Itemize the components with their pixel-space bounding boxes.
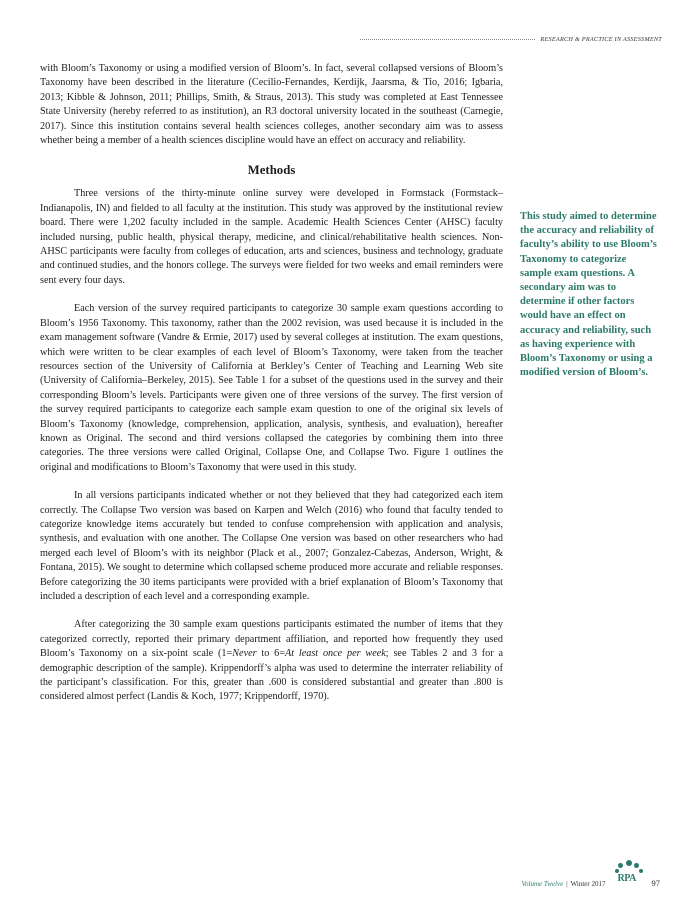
page-footer — [480, 858, 660, 888]
p4-never: Never — [232, 648, 257, 660]
rpa-logo-icon — [614, 860, 644, 888]
logo-text: RPA — [617, 873, 636, 884]
p4-text-c: ; see Tables 2 and 3 for a demographic description of the sample). Krippendorff’s alpha was used to determine the interrater reliability of the participant’s classification. For this, greater than .600 is considered substantial and greater than .800 is considered almost perfect (Landis & Koch, 1977; Krippendorff, 1970). — [40, 648, 503, 703]
p4-week: At least once per week — [285, 648, 386, 660]
p4-text-b: to 6= — [256, 648, 286, 660]
intro-paragraph: with Bloom’s Taxonomy or using a modified version of Bloom’s. In fact, several collapsed versions of Bloom’s Taxonomy have been described in the literature (Cecilio-Fernandes, Kerdijk, Jaarsma, & Tio, 2016; Igbaria, 2013; Kibble & Johnson, 2011; Phillips, Smith, & Straus, 2013). This study was completed at East Tennessee State University (hereby referred to as institution), an R3 doctoral university located in the southeast (Carnegie, 2017). Since this institution contains several health sciences colleges, another secondary aim was to assess whether being a member of a health sciences discipline would have an effect on accuracy and reliability. — [40, 63, 503, 147]
footer-season: Winter 2017 — [570, 880, 606, 888]
methods-paragraph-1: Three versions of the thirty-minute online survey were developed in Formstack (Formstack–Indianapolis, IN) and fielded to all faculty at the institution. This study was approved by the institutional review board. There were 1,202 faculty included in the sample. Academic Health Sciences Center (AHSC) faculty included nursing, public health, physical therapy, medicine, and clinical/rehabilitative health sciences. Non-AHSC participants were faculty from colleges of education, arts and sciences, business and technology, graduate and continued studies, and the honors college. The surveys were fielded for two weeks and email reminders were sent every four days. — [40, 188, 503, 286]
p4-text-a: After categorizing the 30 sample exam questions participants estimated the number of items that they categorized correctly, reported their primary department affiliation, and reported how frequently they used Bloom’s Taxonomy on a six-point scale (1= — [40, 619, 503, 660]
pull-quote: This study aimed to determine the accuracy and reliability of faculty’s ability to use Bloom’s Taxonomy to categorize sample exam questions. A secondary aim was to determine if other factors would have an effect on accuracy and reliability, such as having experience with Bloom’s Taxonomy or using a modified version of Bloom’s. — [520, 211, 657, 379]
main-column — [40, 62, 503, 719]
footer-volume: Volume Twelve — [521, 880, 564, 888]
running-header — [360, 32, 662, 46]
section-heading: Methods — [247, 163, 296, 178]
methods-paragraph-2: Each version of the survey required participants to categorize 30 sample exam questions according to Bloom’s 1956 Taxonomy. This taxonomy, rather than the 2002 revision, was used because it is included in the exam management software (Vandre & Ermie, 2017) used by several colleges at institution. The exam questions, which were written to be clear examples of each level of Bloom’s Taxonomy, were taken from the teacher resources section of the University of California at Berkley’s Center of Teaching and Learning Web site (University of California–Berkeley, 2015). See Table 1 for a subset of the questions used in the survey and their corresponding Bloom’s levels. Participants were given one of three versions of the survey. The first version of the survey required participants to categorize each sample exam question to one of the original six levels of Bloom’s Taxonomy (knowledge, comprehension, application, analysis, synthesis, and evaluation), hereafter known as Original. The second and third versions collapsed the categories by combining them into three categories. The three versions were called Original, Collapse One, and Collapse Two. Figure 1 outlines the original and modifications to Bloom’s Taxonomy that were used in this study. — [40, 303, 503, 473]
footer-separator: | — [566, 880, 568, 888]
running-title: RESEARCH & PRACTICE IN ASSESSMENT — [540, 35, 662, 43]
methods-paragraph-4 — [40, 618, 503, 704]
page-number: 97 — [651, 878, 660, 888]
methods-paragraph-3: In all versions participants indicated whether or not they believed that they had categorized each item correctly. The Collapse Two version was based on Karpen and Welch (2016) who found that faculty tended to categorize knowledge items accurately but tended to confuse comprehension with application and analysis, synthesis, and evaluation with one another. The Collapse One version was based on other researchers who had merged each level of Bloom’s with its neighbor (Plack et al., 2007; Gonzalez-Cabezas, Anderson, Wright, & Fontana, 2015). We sought to determine which collapsed scheme produced more accurate and reliable responses. Before categorizing the 30 items participants were provided with a brief explanation of Bloom’s Taxonomy that included a description of each level and a corresponding example. — [40, 490, 503, 602]
header-dotted-rule — [360, 39, 535, 40]
